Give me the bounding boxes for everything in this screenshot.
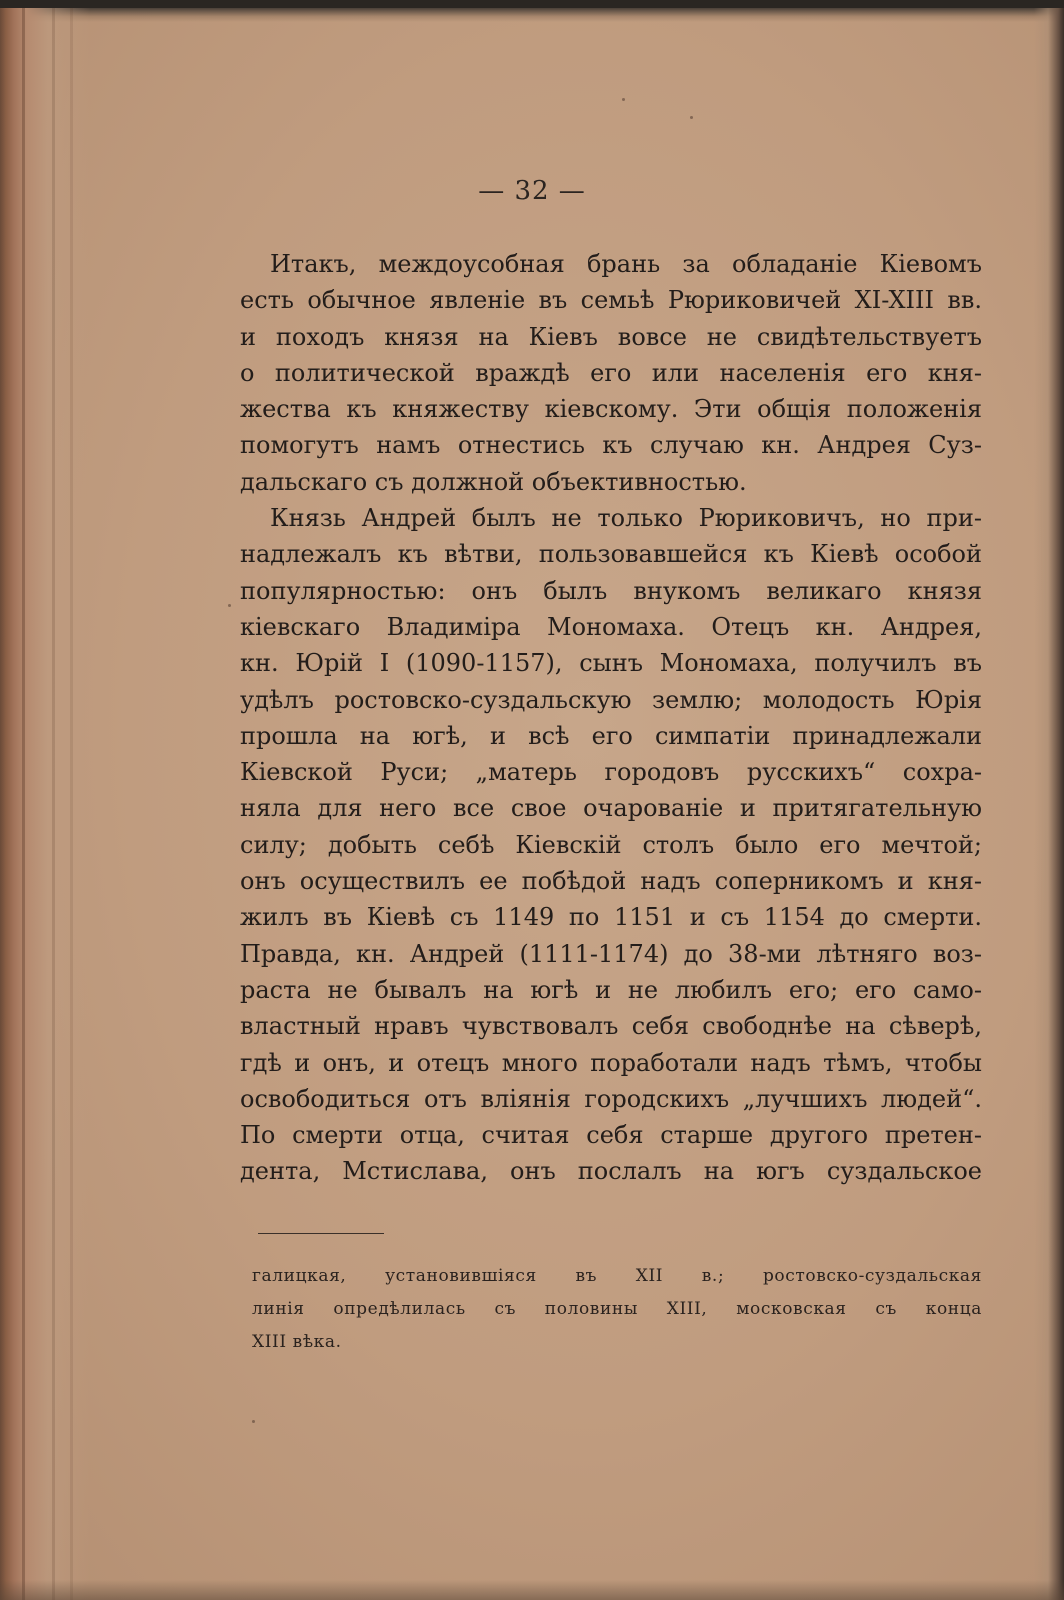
text-line: Итакъ, междоусобная брань за обладаніе Кіевомъ <box>270 250 982 278</box>
text-line: няла для него все свое очарованіе и притягательную <box>240 794 982 823</box>
text-line: онъ осуществилъ ее побѣдой надъ соперникомъ и кня- <box>240 867 982 896</box>
footnote <box>252 1260 982 1359</box>
footnote-line: галицкая, установившіяся въ XII в.; ростовско-суздальская <box>252 1266 982 1286</box>
footnote-line: линія опредѣлилась съ половины XIII, московская съ конца <box>252 1299 982 1319</box>
text-line: популярностью: онъ былъ внукомъ великаго князя <box>240 576 982 605</box>
text-line: освободиться отъ вліянія городскихъ „лучшихъ людей“. <box>240 1084 982 1113</box>
text-line <box>240 1190 982 1226</box>
text-line: дента, Мстислава, онъ послалъ на югъ суздальское <box>240 1157 982 1186</box>
paragraph <box>240 500 982 1262</box>
page-number: — 32 — <box>478 176 586 206</box>
text-line: Князь Андрей былъ не только Рюриковичъ, но при- <box>270 504 982 533</box>
text-line: дальскаго съ должной объективностью. <box>240 467 747 496</box>
text-line: Кіевской Руси; „матерь городовъ русскихъ“ сохра- <box>240 758 982 787</box>
top-edge-shadow <box>0 8 1064 22</box>
binding-crease <box>22 8 25 1600</box>
text-line: удѣлъ ростовско-суздальскую землю; молодость Юрія <box>240 685 982 714</box>
text-line: кіевскаго Владиміра Мономаха. Отецъ кн. Андрея, <box>240 612 982 641</box>
body-text <box>240 246 982 1262</box>
text-line: Правда, кн. Андрей (1111-1174) до 38-ми лѣтняго воз- <box>240 939 982 968</box>
text-line: жилъ въ Кіевѣ съ 1149 по 1151 и съ 1154 до смерти. <box>240 903 982 932</box>
text-line: жества къ княжеству кіевскому. Эти общія положенія <box>240 395 982 424</box>
paper-speck <box>252 1420 255 1423</box>
binding-edge <box>0 8 90 1600</box>
text-line: По смерти отца, считая себя старше другого претен- <box>240 1121 982 1150</box>
text-line: гдѣ и онъ, и отецъ много поработали надъ тѣмъ, чтобы <box>240 1048 982 1077</box>
text-line: о политической враждѣ его или населенія его кня- <box>240 358 982 387</box>
text-line: и походъ князя на Кіевъ вовсе не свидѣтельствуетъ <box>240 322 982 351</box>
text-line <box>240 1226 982 1262</box>
text-line: силу; добыть себѣ Кіевскій столъ было его мечтой; <box>240 830 982 859</box>
book-page <box>0 8 1064 1600</box>
text-line: властный нравъ чувствовалъ себя свободнѣе на сѣверѣ, <box>240 1012 982 1041</box>
binding-crease <box>70 8 73 1600</box>
text-line: надлежалъ къ вѣтви, пользовавшейся къ Кіевѣ особой <box>240 540 982 569</box>
paper-speck <box>690 116 693 119</box>
text-line: есть обычное явленіе въ семьѣ Рюриковичей XI-XIII вв. <box>240 286 982 315</box>
paper-speck <box>228 604 231 607</box>
paper-speck <box>622 98 625 101</box>
paragraph <box>240 246 982 500</box>
right-page-edge <box>1034 8 1064 1600</box>
text-line: помогутъ намъ отнестись къ случаю кн. Андрея Суз- <box>240 431 982 460</box>
text-line: кн. Юрій I (1090-1157), сынъ Мономаха, получилъ въ <box>240 649 982 678</box>
text-line: раста не бывалъ на югѣ и не любилъ его; его само- <box>240 975 982 1004</box>
bottom-page-edge <box>0 1580 1064 1600</box>
footnote-divider <box>258 1233 384 1234</box>
text-line: прошла на югѣ, и всѣ его симпатіи принадлежали <box>240 721 982 750</box>
binding-crease <box>52 8 55 1600</box>
footnote-line: XIII вѣка. <box>252 1332 342 1352</box>
